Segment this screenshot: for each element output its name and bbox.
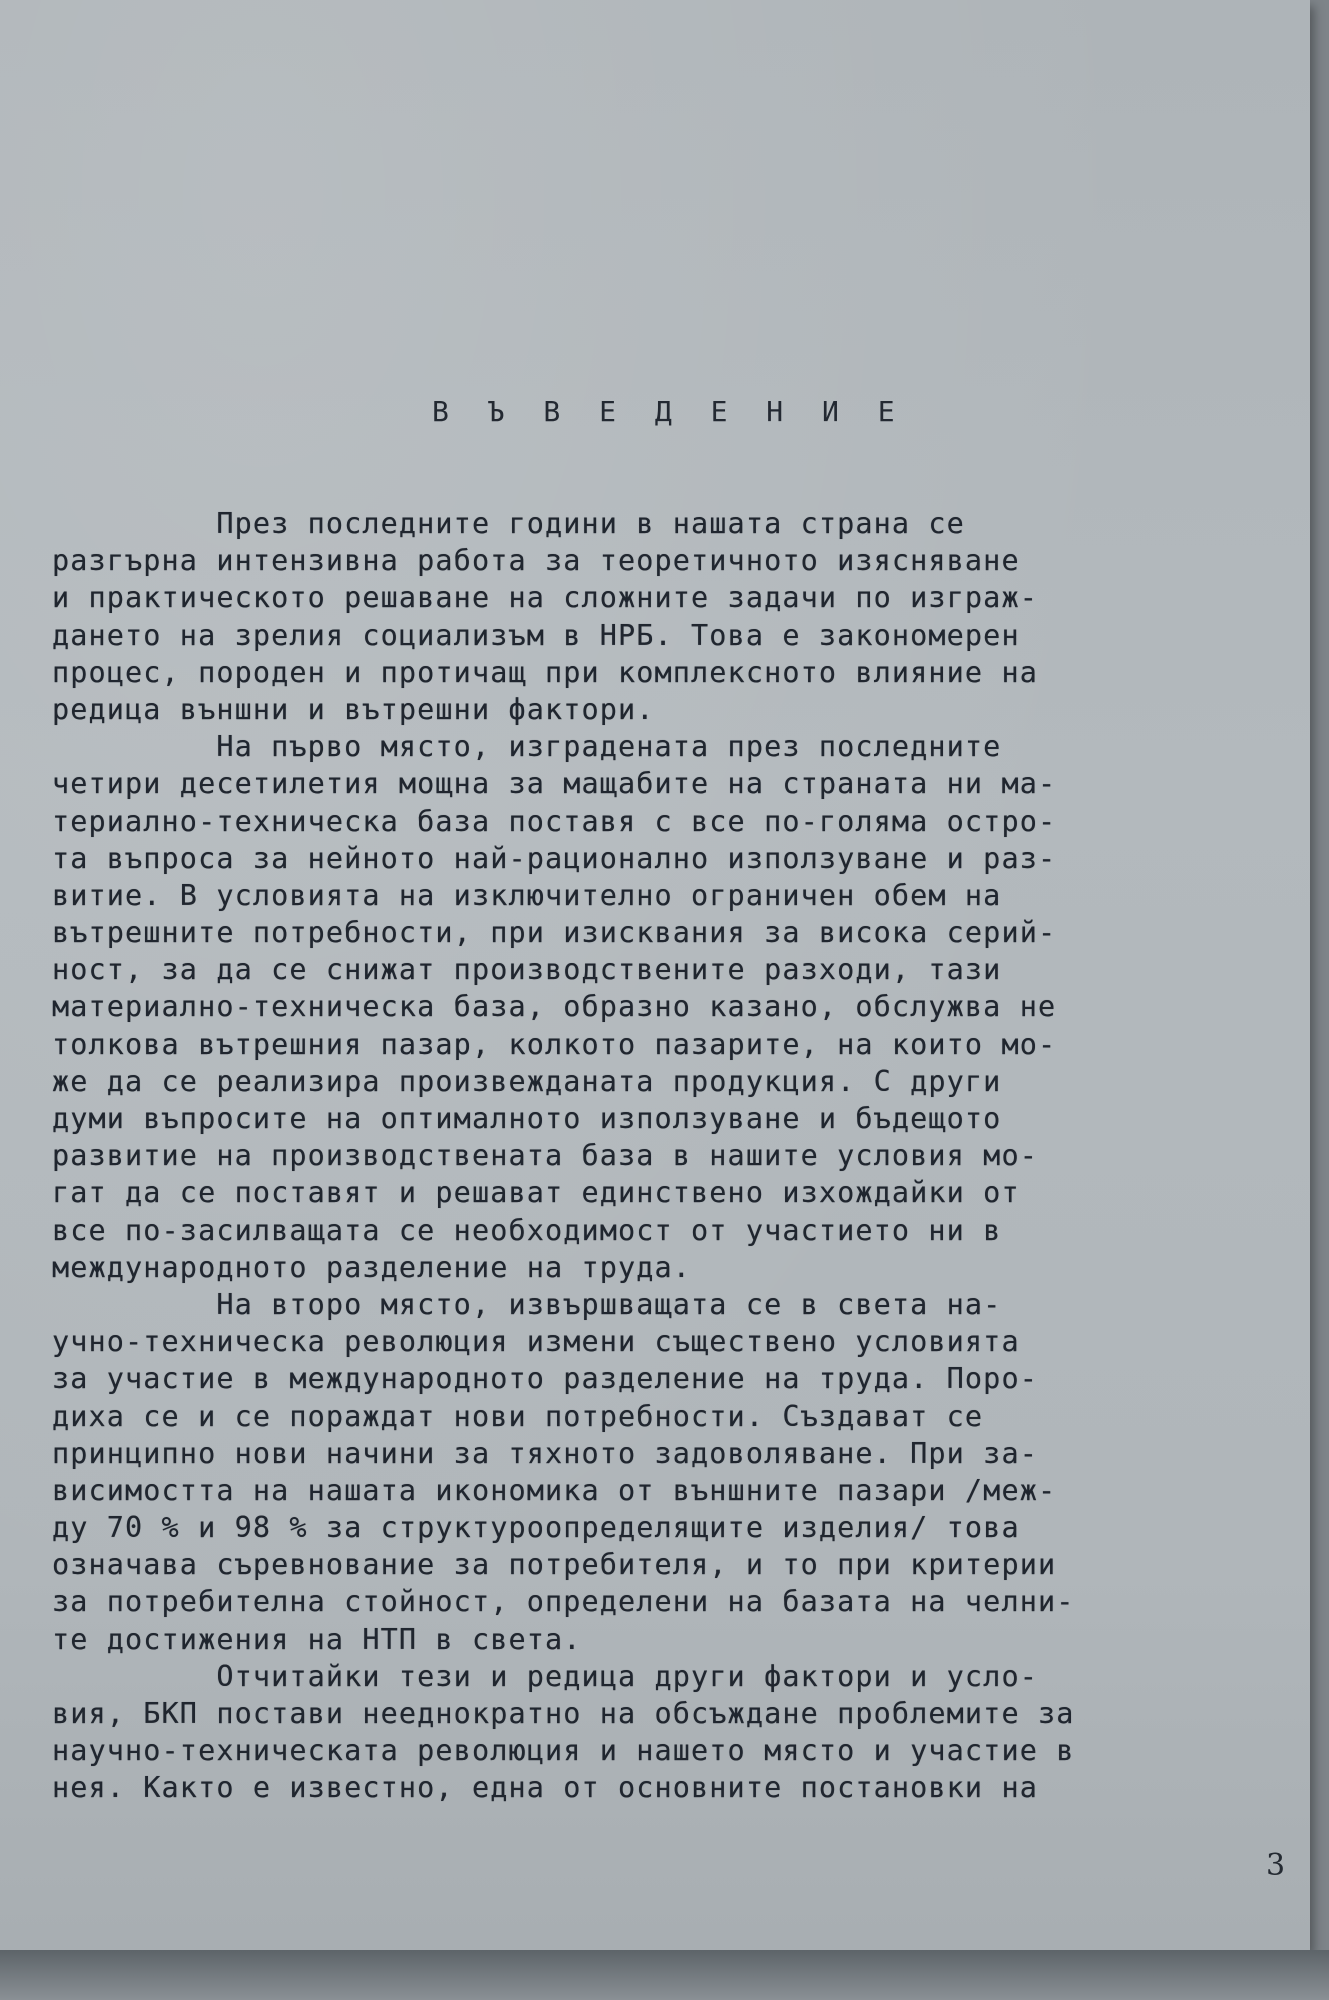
text-line: думи въпросите на оптималното използуване и бъдещото <box>52 1102 1002 1135</box>
text-line: През последните години в нашата страна се <box>52 507 965 540</box>
text-line: разгърна интензивна работа за теоретичното изясняване <box>52 544 1020 578</box>
text-line: научно-техническата революция и нашето място и участие в <box>52 1734 1075 1768</box>
text-line: та въпроса за нейното най-рационално използуване и раз- <box>52 841 1057 875</box>
text-line: за потребителна стойност, определени на базата на челни- <box>52 1585 1075 1619</box>
text-line: и практическото решаване на сложните задачи по изграж- <box>52 581 1038 615</box>
text-line: витие. В условията на изключително ограничен обем на <box>52 878 1002 912</box>
text-line: процес, породен и протичащ при комплексното влияние на <box>52 655 1038 689</box>
body-text <box>52 505 1302 1807</box>
text-line: вия, БКП постави нееднократно на обсъждане проблемите за <box>52 1697 1075 1730</box>
text-line: же да се реализира произвежданата продукция. С други <box>52 1064 1002 1098</box>
text-line: вътрешните потребности, при изисквания за висока серий- <box>52 916 1057 950</box>
text-line: На първо място, изградената през последните <box>52 730 1002 764</box>
text-line: гат да се поставят и решават единствено изхождайки от <box>52 1176 1020 1210</box>
show-through-text <box>60 30 1270 450</box>
text-line: учно-техническа революция измени съществено условията <box>52 1325 1020 1359</box>
text-line: висимостта на нашата икономика от външните пазари /меж- <box>52 1473 1057 1507</box>
page-number: 3 <box>1266 1848 1286 1883</box>
text-line: четири десетилетия мощна за мащабите на страната ни ма- <box>52 767 1057 801</box>
text-line: развитие на производствената база в нашите условия мо- <box>52 1139 1038 1173</box>
text-line: териално-техническа база поставя с все по-голяма остро- <box>52 804 1057 838</box>
text-line: означава съревнование за потребителя, и то при критерии <box>52 1548 1057 1582</box>
page-bottom-shadow <box>0 1950 1329 2000</box>
text-line: те достижения на НТП в света. <box>52 1622 582 1656</box>
text-line: нея. Както е известно, една от основните постановки на <box>52 1771 1038 1805</box>
text-line: международното разделение на труда. <box>52 1250 692 1284</box>
text-line: редица външни и вътрешни фактори. <box>52 692 655 726</box>
text-line: диха се и се пораждат нови потребности. Създават се <box>52 1399 984 1433</box>
text-line: Отчитайки тези и редица други фактори и усло- <box>52 1659 1038 1693</box>
text-line: принципно нови начини за тяхното задоволяване. При за- <box>52 1436 1038 1470</box>
page-title: В Ъ В Е Д Е Н И Е <box>432 395 906 428</box>
text-line: дането на зрелия социализъм в НРБ. Това е закономерен <box>52 618 1020 652</box>
text-line: толкова вътрешния пазар, колкото пазарите, на които мо- <box>52 1027 1057 1061</box>
text-line: ност, за да се снижат производствените разходи, тази <box>52 953 1002 987</box>
text-line: все по-засилващата се необходимост от участието ни в <box>52 1213 1002 1247</box>
text-line: На второ място, извършващата се в света на- <box>52 1287 1002 1321</box>
text-line: материално-техническа база, образно казано, обслужва не <box>52 990 1057 1024</box>
text-line: ду 70 % и 98 % за структуроопределящите изделия/ това <box>52 1511 1020 1545</box>
text-line: за участие в международното разделение на труда. Поро- <box>52 1362 1038 1396</box>
